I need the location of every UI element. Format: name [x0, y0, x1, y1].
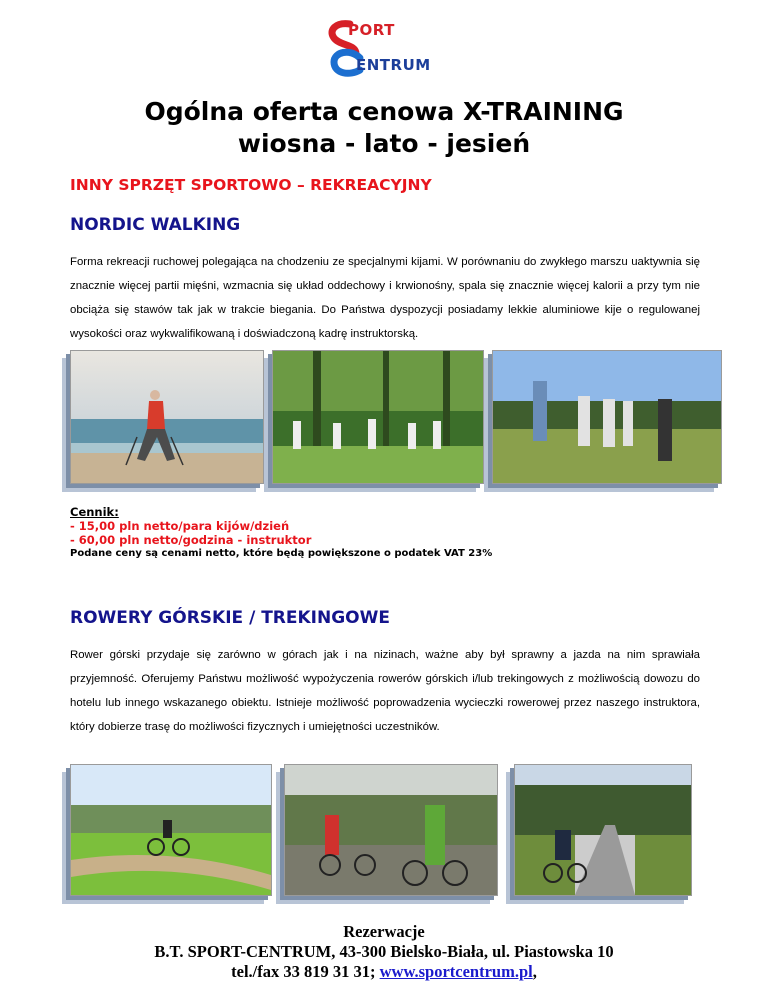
footer-phone-line	[0, 962, 768, 982]
footer-phone: tel./fax 33 819 31 31;	[231, 962, 380, 981]
section-heading-nordic-walking: NORDIC WALKING	[70, 215, 241, 235]
section-heading-bikes: ROWERY GÓRSKIE / TREKINGOWE	[70, 608, 390, 628]
nordic-walking-description: Forma rekreacji ruchowej polegająca na chodzeniu ze specjalnymi kijami. W porównaniu do zwykłego marszu uaktywnia się znacznie więcej partii mięśni, wzmacnia się układ oddechowy i krwionośny, spala się znacznie więcej kalorii a przy tym nie obciąża się stawów tak jak w trakcie biegania. Do Państwa dyspozycji posiadamy lekkie aluminiowe kije o regulowanej wysokości oraz wykwalifikowaną i doświadczoną kadrę instruktorską.	[70, 256, 700, 340]
footer-address: B.T. SPORT-CENTRUM, 43-300 Bielsko-Biała, ul. Piastowska 10	[154, 942, 614, 961]
nordic-photo-beach	[70, 350, 264, 484]
pricing-poles: - 15,00 pln netto/para kijów/dzień	[70, 519, 290, 533]
pricing-block	[70, 505, 492, 561]
nordic-photo-meadow	[492, 350, 722, 484]
footer-comma: ,	[532, 962, 537, 981]
sport-centrum-logo	[320, 18, 450, 78]
section-heading-equipment: INNY SPRZĘT SPORTOWO – REKREACYJNY	[70, 176, 432, 194]
pricing-label: Cennik:	[70, 505, 119, 519]
bikes-description: Rower górski przydaje się zarówno w górach jak i na nizinach, ważne aby był sprawny a jazda na nim sprawiała przyjemność. Oferujemy Państwu możliwość wypożyczenia rowerów górskich i/lub trekingowych z możliwością dowozu do hotelu lub innego wskazanego obiektu. Istnieje możliwość poprowadzenia wycieczki rowerowej przez naszego instruktora, który dobierze trasę do możliwości fizycznych i umiejętności uczestników.	[70, 649, 700, 733]
page-title-line1: Ogólna oferta cenowa X-TRAINING	[144, 97, 624, 126]
footer-website-link[interactable]: www.sportcentrum.pl	[379, 962, 533, 981]
footer-contact	[0, 922, 768, 982]
logo-word-top: PORT	[348, 21, 395, 39]
bike-photo-group	[284, 764, 498, 896]
logo-word-bottom: ENTRUM	[356, 56, 431, 74]
bike-photo-trail	[70, 764, 272, 896]
pricing-vat-note: Podane ceny są cenami netto, które będą powiększone o podatek VAT 23%	[70, 548, 493, 559]
nordic-photo-park	[272, 350, 484, 484]
bike-photo-road	[514, 764, 692, 896]
page-title-line2: wiosna - lato - jesień	[237, 129, 531, 158]
footer-reservation-label: Rezerwacje	[343, 922, 425, 941]
pricing-instructor: - 60,00 pln netto/godzina - instruktor	[70, 533, 312, 547]
